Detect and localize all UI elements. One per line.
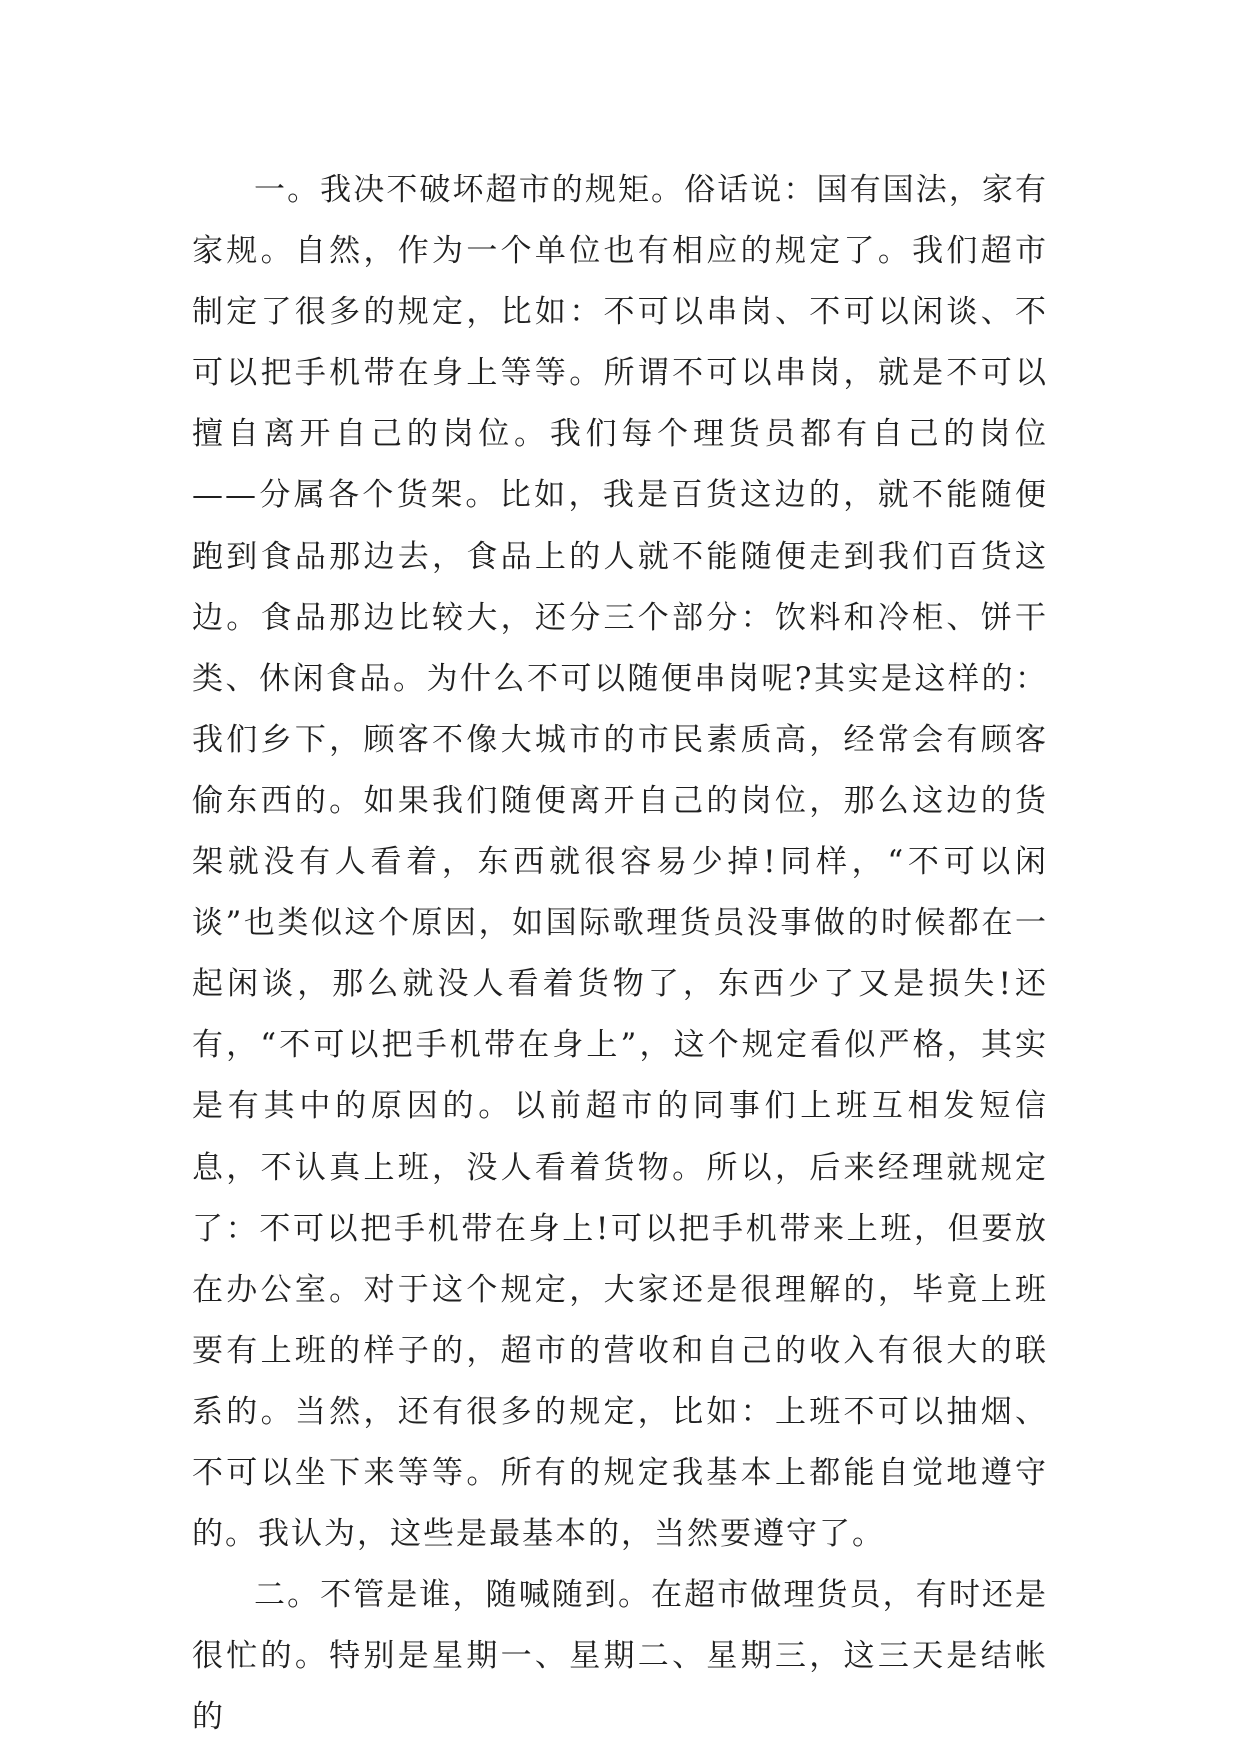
paragraph-1: 一。我决不破坏超市的规矩。俗话说：国有国法，家有家规。自然，作为一个单位也有相应的规定了。我们超市制定了很多的规定，比如：不可以串岗、不可以闲谈、不可以把手机带在身上等等。所谓不可以串岗，就是不可以擅自离开自己的岗位。我们每个理货员都有自己的岗位——分属各个货架。比如，我是百货这边的，就不能随便跑到食品那边去，食品上的人就不能随便走到我们百货这边。食品那边比较大，还分三个部分：饮料和冷柜、饼干类、休闲食品。为什么不可以随便串岗呢?其实是这样的：我们乡下，顾客不像大城市的市民素质高，经常会有顾客偷东西的。如果我们随便离开自己的岗位，那么这边的货架就没有人看着，东西就很容易少掉!同样，“不可以闲谈”也类似这个原因，如国际歌理货员没事做的时候都在一起闲谈，那么就没人看着货物了，东西少了又是损失!还有，“不可以把手机带在身上”，这个规定看似严格，其实是有其中的原因的。以前超市的同事们上班互相发短信息，不认真上班，没人看着货物。所以，后来经理就规定了：不可以把手机带在身上!可以把手机带来上班，但要放在办公室。对于这个规定，大家还是很理解的，毕竟上班要有上班的样子的，超市的营收和自己的收入有很大的联系的。当然，还有很多的规定，比如：上班不可以抽烟、不可以坐下来等等。所有的规定我基本上都能自觉地遵守的。我认为，这些是最基本的，当然要遵守了。 [192, 172, 1048, 1553]
document-body [192, 160, 1048, 1748]
paragraph-2: 二。不管是谁，随喊随到。在超市做理货员，有时还是很忙的。特别是星期一、星期二、星期三，这三天是结帐的 [192, 1577, 1048, 1736]
